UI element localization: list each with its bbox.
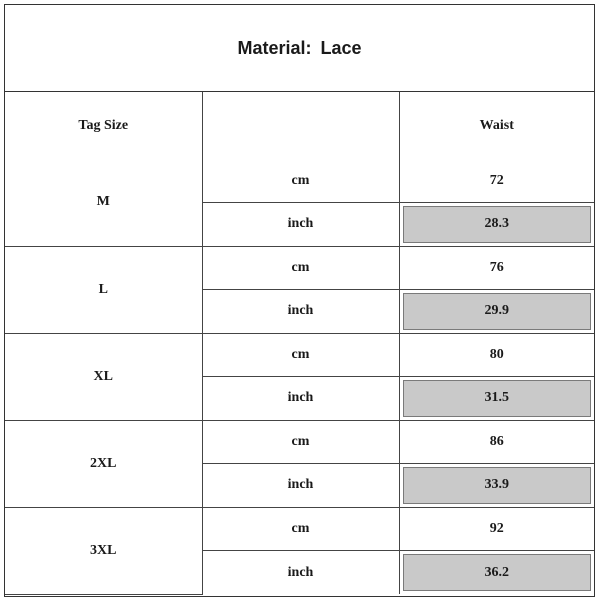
unit-cm-label: cm — [202, 420, 399, 464]
header-tag-size: Tag Size — [5, 92, 202, 159]
unit-cm-label: cm — [202, 159, 399, 203]
table-row — [5, 507, 594, 551]
header-unit — [202, 92, 399, 159]
unit-cm-label: cm — [202, 507, 399, 551]
waist-inch-value: 31.5 — [403, 380, 592, 417]
waist-inch-cell — [399, 377, 594, 421]
unit-inch-label: inch — [202, 377, 399, 421]
size-label: 2XL — [5, 420, 202, 507]
unit-inch-label: inch — [202, 290, 399, 334]
waist-inch-value: 33.9 — [403, 467, 592, 504]
waist-inch-cell — [399, 203, 594, 247]
waist-cm-value: 92 — [399, 507, 594, 551]
header-waist: Waist — [399, 92, 594, 159]
table-row — [5, 333, 594, 377]
waist-inch-cell — [399, 551, 594, 595]
table-row — [5, 159, 594, 203]
size-chart — [4, 4, 595, 597]
size-label: 3XL — [5, 507, 202, 594]
waist-inch-cell — [399, 464, 594, 508]
size-label: XL — [5, 333, 202, 420]
table-row — [5, 420, 594, 464]
header-row — [5, 92, 594, 159]
table-row — [5, 246, 594, 290]
waist-cm-value: 76 — [399, 246, 594, 290]
waist-cm-value: 80 — [399, 333, 594, 377]
unit-cm-label: cm — [202, 333, 399, 377]
unit-inch-label: inch — [202, 464, 399, 508]
size-label: L — [5, 246, 202, 333]
unit-inch-label: inch — [202, 203, 399, 247]
unit-inch-label: inch — [202, 551, 399, 595]
waist-inch-value: 29.9 — [403, 293, 592, 330]
unit-cm-label: cm — [202, 246, 399, 290]
waist-cm-value: 86 — [399, 420, 594, 464]
waist-inch-cell — [399, 290, 594, 334]
chart-title: Material: Lace — [5, 5, 594, 92]
size-label: M — [5, 159, 202, 246]
waist-inch-value: 36.2 — [403, 554, 592, 591]
waist-cm-value: 72 — [399, 159, 594, 203]
size-table — [5, 92, 594, 595]
waist-inch-value: 28.3 — [403, 206, 592, 243]
